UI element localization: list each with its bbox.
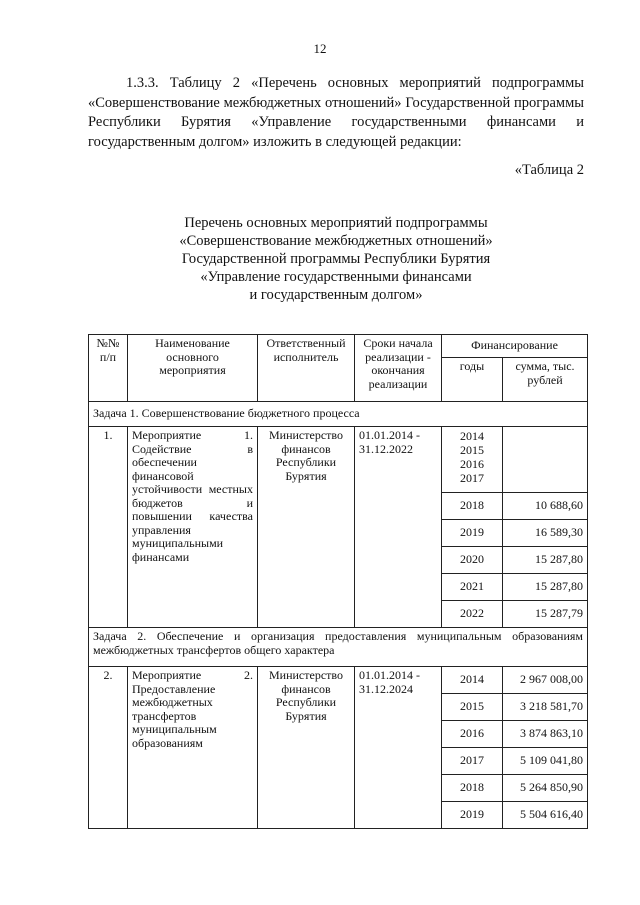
row-1-executor: Министерство финансов Республики Бурятия	[258, 427, 355, 628]
sum-cell: 3 874 863,10	[503, 721, 588, 748]
title-line: «Совершенствование межбюджетных отношений»	[179, 233, 493, 249]
year-cell: 2014	[460, 429, 484, 443]
year-cell: 2019	[442, 802, 503, 829]
row-2-name: Мероприятие 2. Предоставление межбюджетных трансфертов муниципальным образованиям	[128, 667, 258, 829]
header-sum: сумма, тыс. рублей	[503, 358, 588, 402]
task-row	[89, 402, 588, 427]
header-name: Наименование основного мероприятия	[128, 335, 258, 402]
row-2-executor: Министерство финансов Республики Бурятия	[258, 667, 355, 829]
row-2-dates: 01.01.2014 - 31.12.2024	[355, 667, 442, 829]
row-1-name: Мероприятие 1. Содействие в обеспечении финансовой устойчивости местных бюджетов и повышении качества управления муниципальными финансами	[128, 427, 258, 628]
title-line: Государственной программы Республики Бурятия	[181, 251, 491, 267]
task-1-label: Задача 1. Совершенствование бюджетного процесса	[89, 402, 588, 427]
year-cell: 2018	[442, 493, 503, 520]
year-cell: 2014	[442, 667, 503, 694]
sum-cell: 5 504 616,40	[503, 802, 588, 829]
table-row	[89, 667, 588, 694]
sum-cell: 3 218 581,70	[503, 694, 588, 721]
header-executor: Ответственный исполнитель	[258, 335, 355, 402]
row-1-first-years	[442, 427, 503, 493]
year-cell: 2021	[442, 574, 503, 601]
year-cell: 2015	[460, 443, 484, 457]
year-cell: 2016	[460, 457, 484, 471]
row-1-num: 1.	[89, 427, 128, 628]
year-cell: 2019	[442, 520, 503, 547]
table-title	[88, 214, 584, 304]
year-cell: 2017	[460, 471, 484, 485]
row-1-dates: 01.01.2014 - 31.12.2022	[355, 427, 442, 628]
header-years: годы	[442, 358, 503, 402]
year-cell: 2022	[442, 601, 503, 628]
year-cell: 2017	[442, 748, 503, 775]
task-row	[89, 628, 588, 667]
sum-cell: 15 287,80	[503, 547, 588, 574]
year-cell: 2016	[442, 721, 503, 748]
task-2-label: Задача 2. Обеспечение и организация предоставления муниципальным образованиям межбюджетных трансфертов общего характера	[89, 628, 588, 667]
table-row	[89, 427, 588, 493]
year-cell: 2018	[442, 775, 503, 802]
title-line: «Управление государственными финансами	[200, 269, 472, 285]
sum-cell: 2 967 008,00	[503, 667, 588, 694]
sum-cell: 5 109 041,80	[503, 748, 588, 775]
header-num: №№ п/п	[89, 335, 128, 402]
header-dates: Сроки начала реализации - окончания реализации	[355, 335, 442, 402]
row-1-first-sum	[503, 427, 588, 493]
sum-cell: 10 688,60	[503, 493, 588, 520]
sum-cell: 16 589,30	[503, 520, 588, 547]
table-reference: «Таблица 2	[514, 162, 584, 178]
header-financing: Финансирование	[442, 335, 588, 358]
title-line: и государственным долгом»	[249, 287, 423, 303]
row-2-num: 2.	[89, 667, 128, 829]
year-cell: 2020	[442, 547, 503, 574]
sum-cell: 5 264 850,90	[503, 775, 588, 802]
title-line: Перечень основных мероприятий подпрограммы	[184, 215, 488, 231]
page-number: 12	[313, 41, 327, 56]
intro-paragraph: 1.3.3. Таблицу 2 «Перечень основных мероприятий подпрограммы «Совершенствование межбюджетных отношений» Государственной программы Республики Бурятия «Управление государственными финансами и государственным долгом» изложить в следующей редакции:	[88, 75, 584, 150]
sum-cell: 15 287,80	[503, 574, 588, 601]
sum-cell: 15 287,79	[503, 601, 588, 628]
header-row	[89, 335, 588, 358]
measures-table	[88, 334, 588, 829]
year-cell: 2015	[442, 694, 503, 721]
